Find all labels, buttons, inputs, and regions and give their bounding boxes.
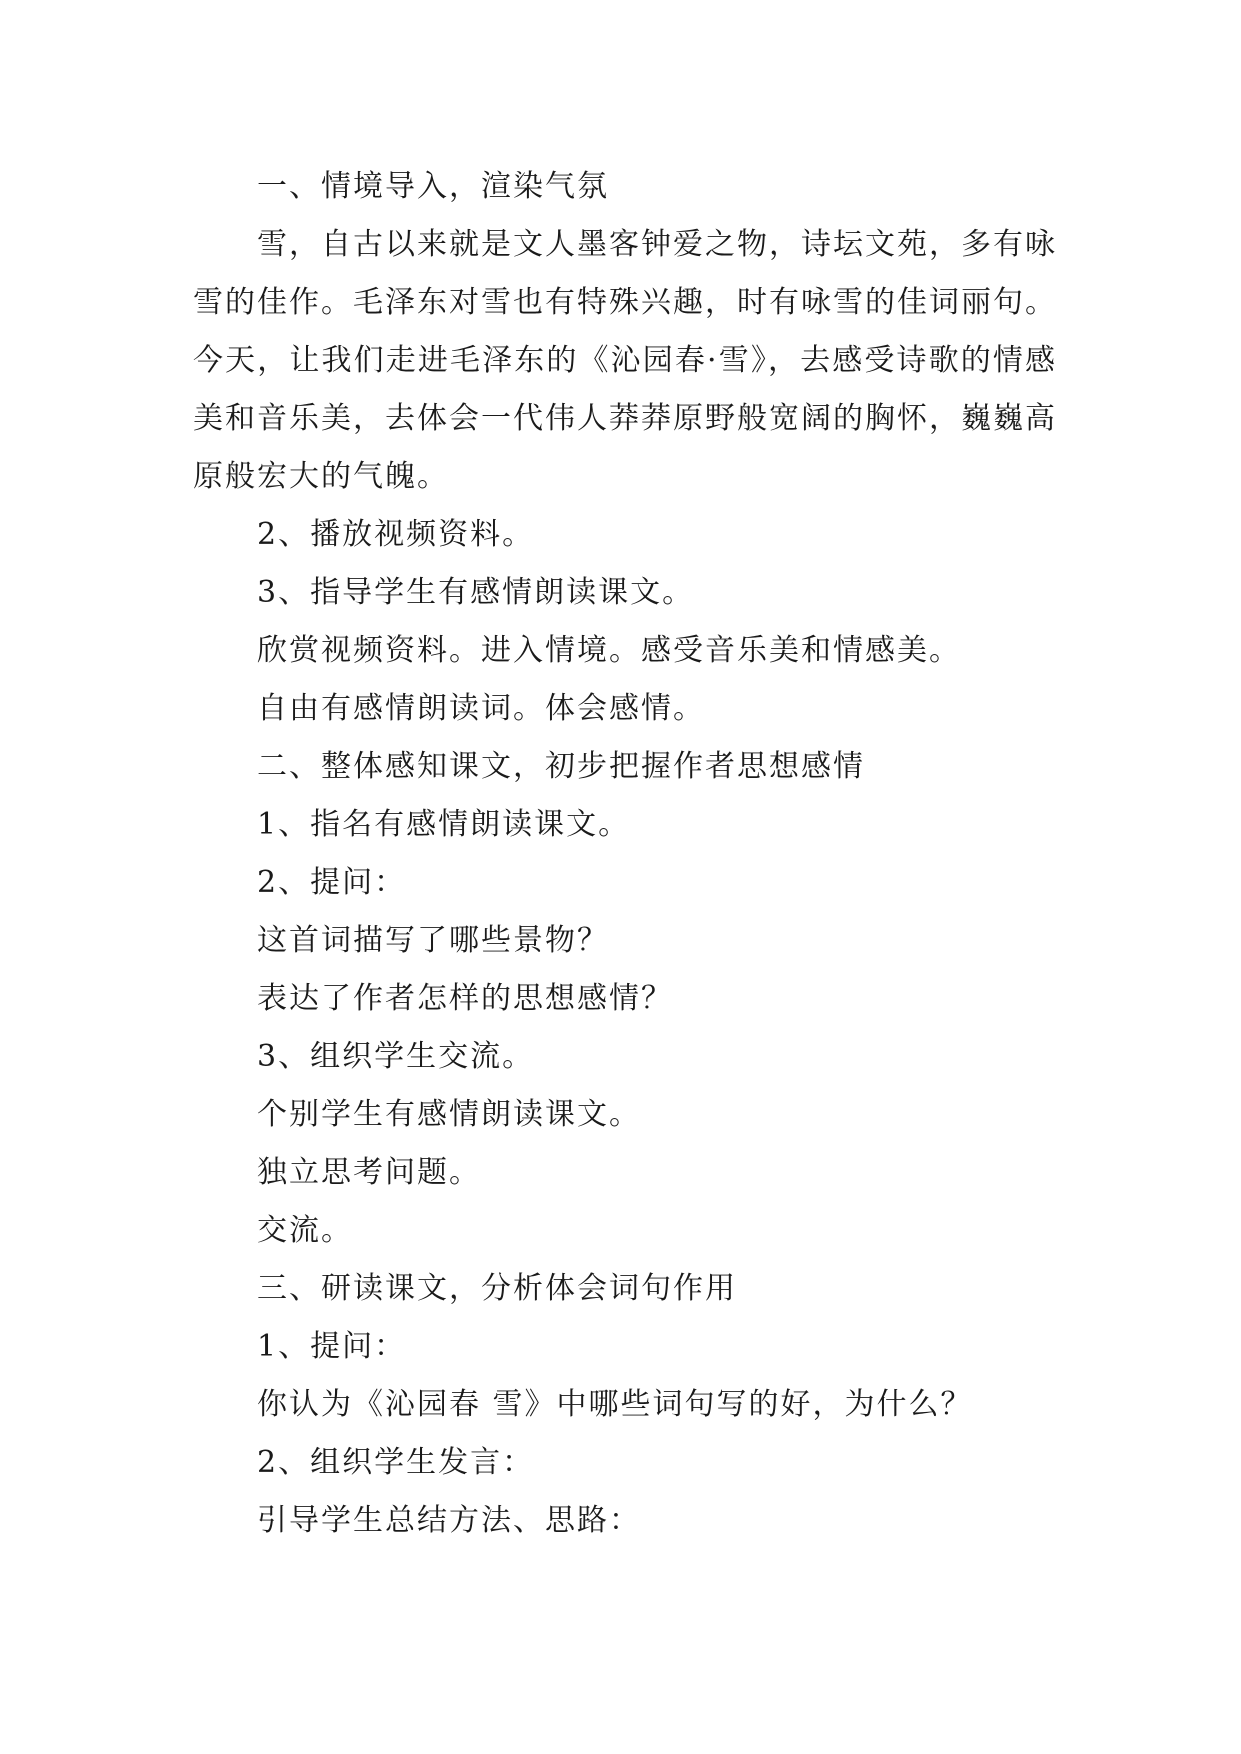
text-line: 欣赏视频资料。进入情境。感受音乐美和情感美。 xyxy=(257,633,961,668)
document-body xyxy=(193,158,1057,1550)
section-heading-1: 一、情境导入，渲染气氛 xyxy=(257,169,609,204)
text-line: 3、组织学生交流。 xyxy=(257,1039,535,1074)
text-line: 3、指导学生有感情朗读课文。 xyxy=(257,575,695,610)
text-line: 你认为《沁园春 雪》中哪些词句写的好，为什么？ xyxy=(257,1387,973,1422)
text-line: 2、提问： xyxy=(257,865,407,900)
section-heading-3: 三、研读课文，分析体会词句作用 xyxy=(257,1271,737,1306)
text-line: 表达了作者怎样的思想感情？ xyxy=(257,981,673,1016)
intro-paragraph: 雪，自古以来就是文人墨客钟爱之物，诗坛文苑，多有咏雪的佳作。毛泽东对雪也有特殊兴趣，时有咏雪的佳词丽句。今天，让我们走进毛泽东的《沁园春·雪》，去感受诗歌的情感美和音乐美，去体会一代伟人莽莽原野般宽阔的胸怀，巍巍高原般宏大的气魄。 xyxy=(193,227,1057,494)
text-line: 2、组织学生发言： xyxy=(257,1445,535,1480)
text-line: 自由有感情朗读词。体会感情。 xyxy=(257,691,705,726)
text-line: 交流。 xyxy=(257,1213,353,1248)
text-line: 个别学生有感情朗读课文。 xyxy=(257,1097,641,1132)
text-line: 引导学生总结方法、思路： xyxy=(257,1503,641,1538)
text-line: 1、提问： xyxy=(257,1329,407,1364)
text-line: 独立思考问题。 xyxy=(257,1155,481,1190)
text-line: 这首词描写了哪些景物？ xyxy=(257,923,609,958)
section-heading-2: 二、整体感知课文，初步把握作者思想感情 xyxy=(257,749,865,784)
text-line: 1、指名有感情朗读课文。 xyxy=(257,807,631,842)
text-line: 2、播放视频资料。 xyxy=(257,517,535,552)
